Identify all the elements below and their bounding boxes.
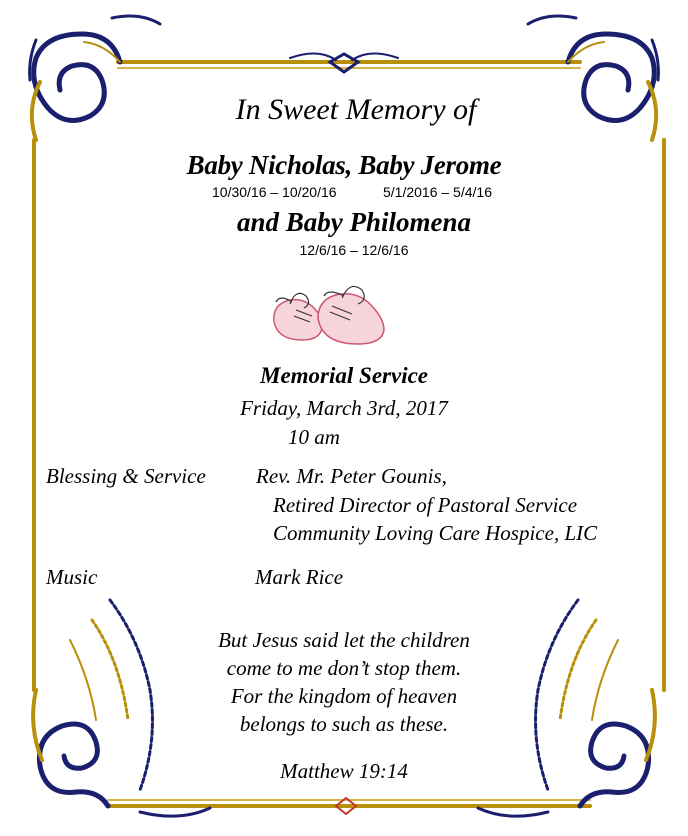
- blessing-label: Blessing & Service: [46, 464, 206, 488]
- officiant-title: Retired Director of Pastoral Service: [273, 493, 578, 517]
- verse-line: But Jesus said let the children: [218, 628, 470, 652]
- officiant-name: Rev. Mr. Peter Gounis,: [256, 464, 447, 488]
- baby-names-line-1: Baby Nicholas, Baby Jerome: [186, 150, 502, 180]
- service-time: 10 am: [288, 425, 340, 449]
- service-date: Friday, March 3rd, 2017: [240, 396, 448, 420]
- dates-nicholas: 10/30/16 – 10/20/16: [212, 184, 337, 200]
- verse-line: belongs to such as these.: [239, 712, 449, 736]
- verse-citation: Matthew 19:14: [280, 759, 408, 783]
- baby-names-line-2: and Baby Philomena: [236, 207, 472, 237]
- music-label: Music: [46, 565, 98, 589]
- dates-jerome: 5/1/2016 – 5/4/16: [383, 184, 492, 200]
- music-performer: Mark Rice: [255, 565, 344, 589]
- verse-line: For the kingdom of heaven: [230, 684, 458, 708]
- dates-philomena: 12/6/16 – 12/6/16: [299, 242, 409, 258]
- service-title: Memorial Service: [260, 363, 428, 388]
- verse-line: come to me don’t stop them.: [226, 656, 462, 680]
- card-title: In Sweet Memory of: [235, 93, 477, 126]
- baby-shoes-icon: [266, 274, 396, 352]
- officiant-organization: Community Loving Care Hospice, LIC: [273, 521, 598, 545]
